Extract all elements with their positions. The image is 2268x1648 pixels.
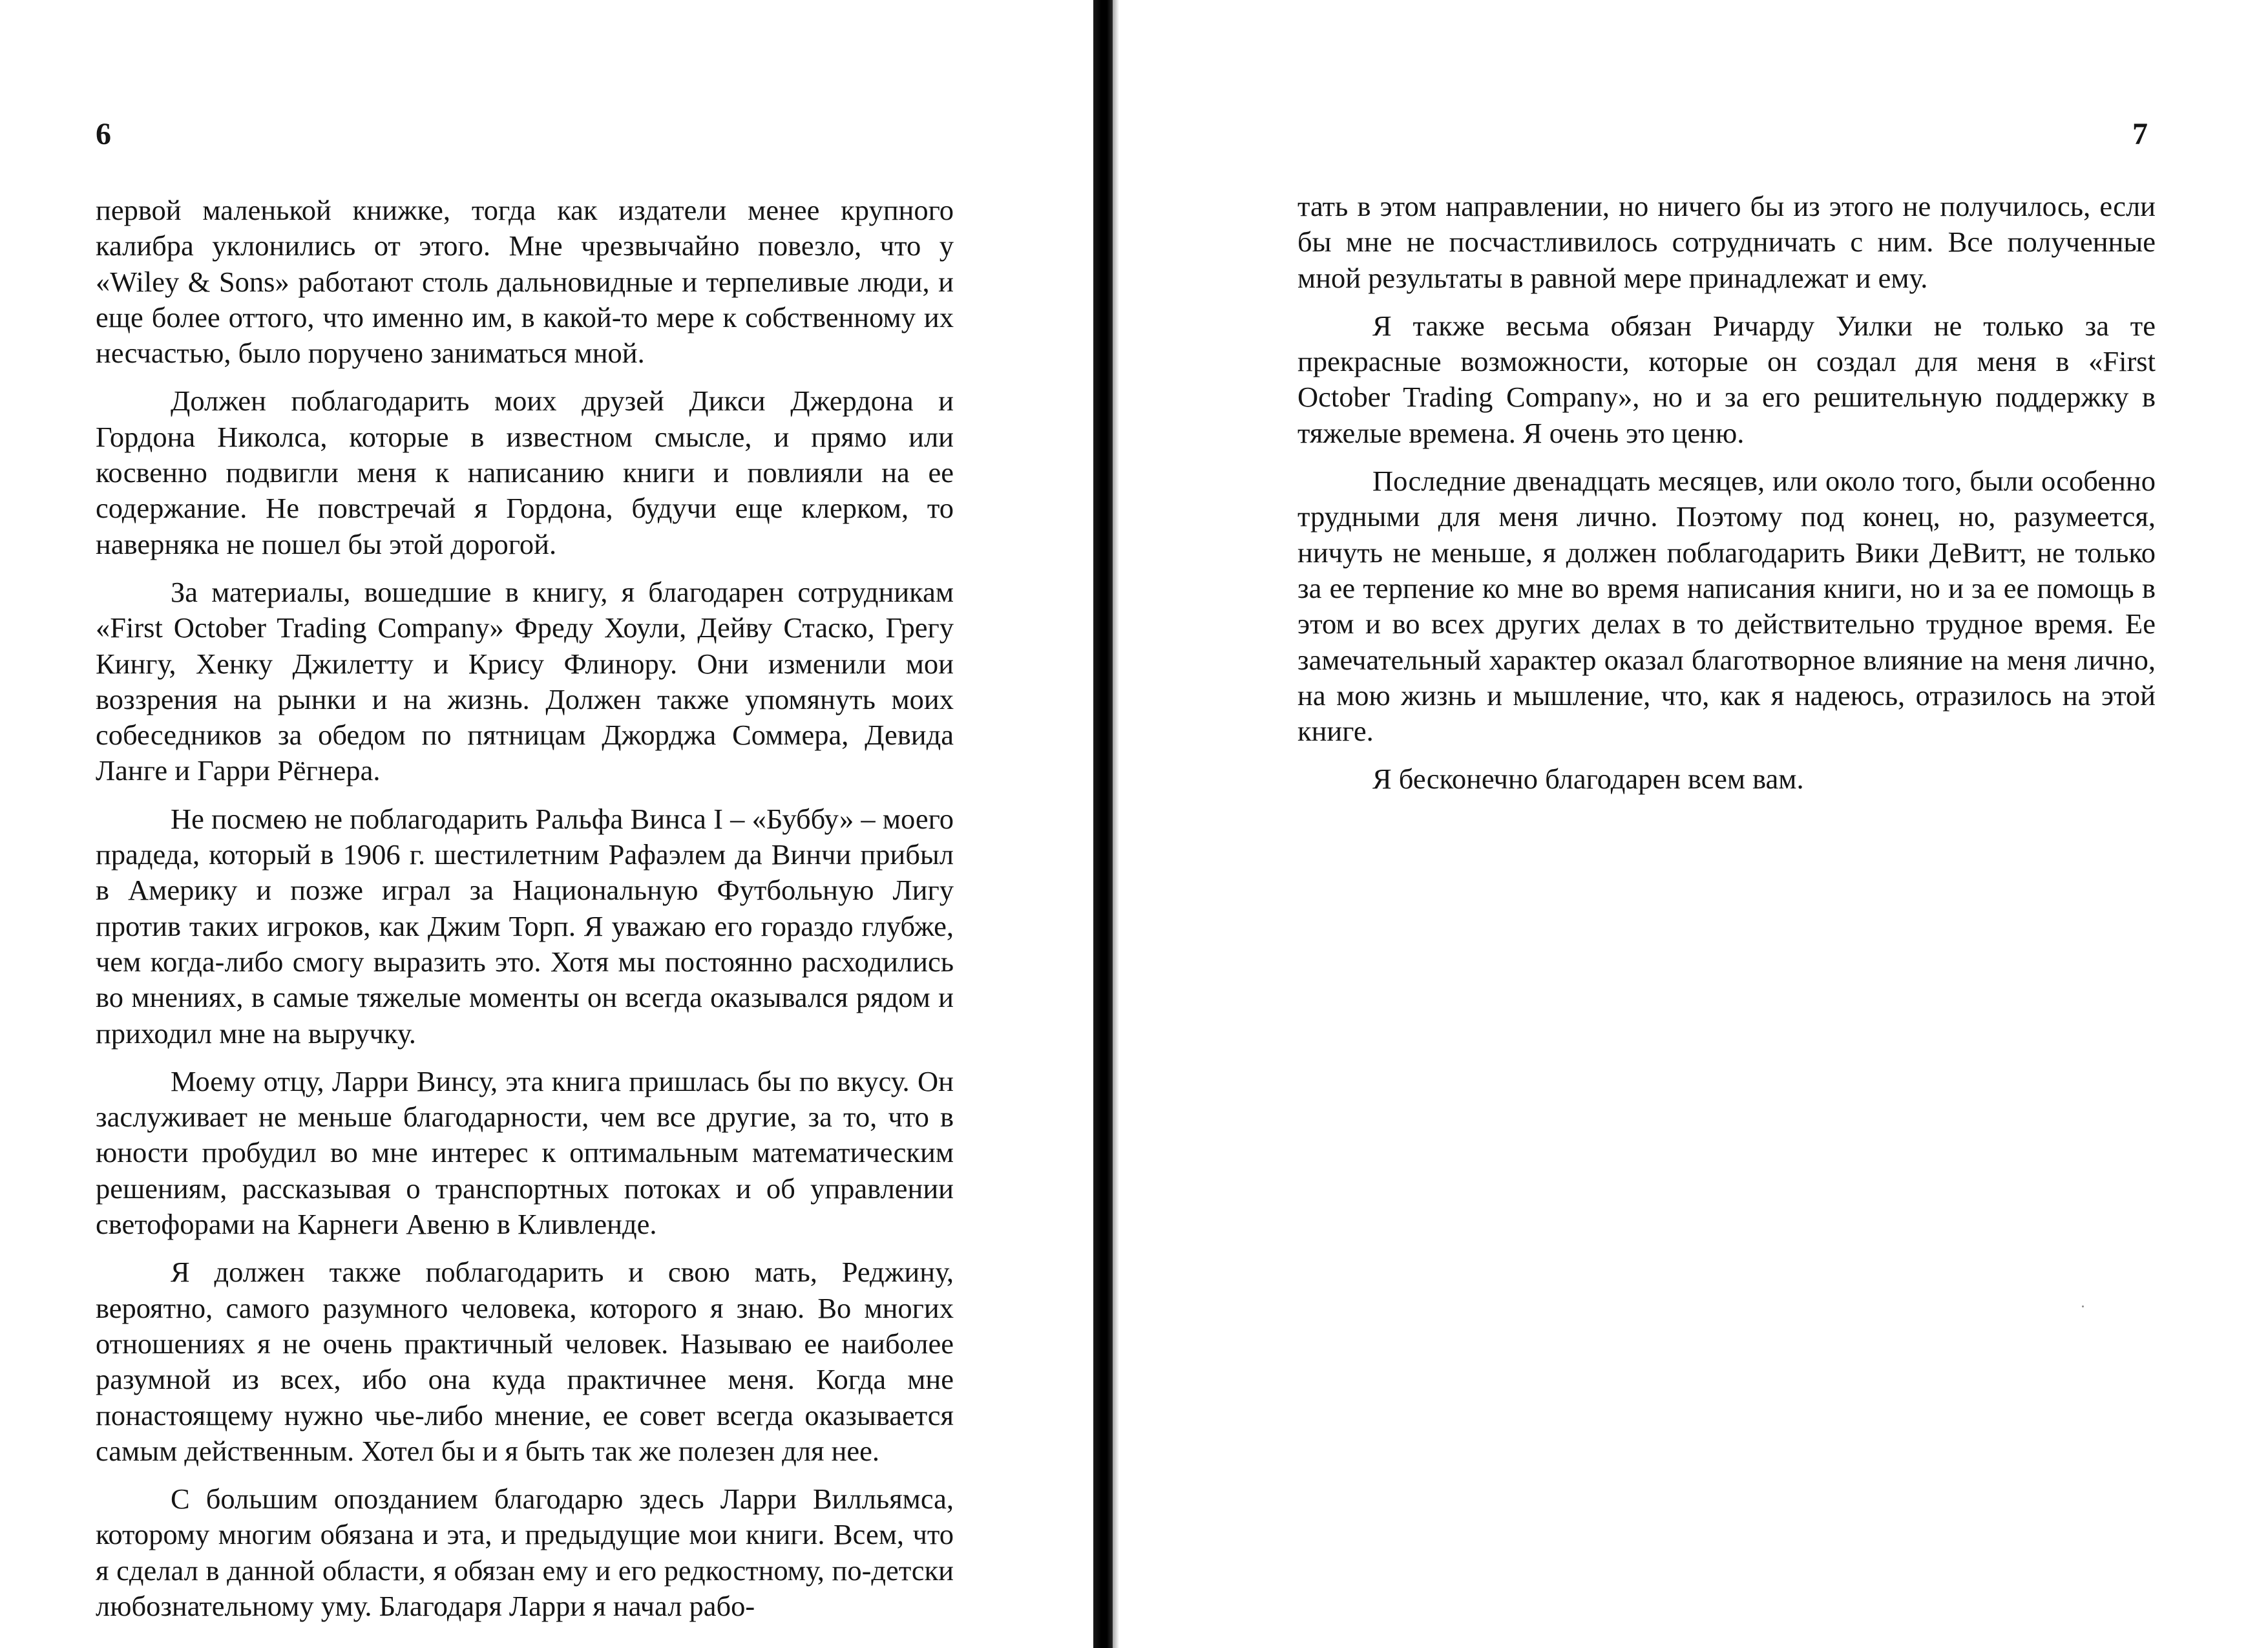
- paragraph: Я должен также поблагодарить и свою мать, Реджину, вероятно, самого разумного человека, которого я знаю. Во многих отношениях я не очень практичный человек. Называю ее наиболее разумной из всех, ибо она куда практичнее меня. Когда мне понастоящему нужно чье-либо мнение, ее совет всегда оказывается самым действенным. Хотел бы и я быть так же полезен для нее.: [96, 1256, 954, 1467]
- paragraph: Я бесконечно благодарен всем вам.: [1372, 763, 1804, 796]
- scan-speck: [2082, 1305, 2084, 1307]
- paragraph: Последние двенадцать месяцев, или около того, были особенно трудными для меня лично. Поэтому под конец, но, разумеется, ничуть не меньше, я должен поблагодарить Вики ДеВитт, не только за ее терпение ко мне во время написания книги, но и за ее помощь в этом и во всех других делах в то действительно трудное время. Ее замечательный характер оказал благотворное влияние на меня лично, на мою жизнь и мышление, что, как я надеюсь, отразилось на этой книге.: [1297, 465, 2156, 748]
- paragraph: С большим опозданием благодарю здесь Ларри Вилльямса, которому многим обязана и эта, и предыдущие мои книги. Всем, что я сделал в данной области, я обязан ему и его редкостному, по-детски любознательному уму. Благодаря Ларри я начал рабо-: [96, 1483, 954, 1622]
- page-number-right: 7: [2132, 117, 2148, 151]
- paragraph: За материалы, вошедшие в книгу, я благодарен сотрудникам «First October Trading Company» Фреду Хоули, Дейву Стаско, Грегу Кингу, Хенку Джилетту и Крису Флинору. Они изменили мои воззрения на рынки и на жизнь. Должен также упомянуть моих собеседников за обедом по пятницам Джорджа Соммера, Девида Ланге и Гарри Рёгнера.: [96, 575, 954, 787]
- paragraph: первой маленькой книжке, тогда как издатели менее крупного калибра уклонились от этого. Мне чрезвычайно повезло, что у «Wiley & Sons» работают столь дальновидные и терпеливые люди, и еще более оттого, что именно им, в какой-то мере к собственному их несчастью, было поручено заниматься мной.: [96, 194, 954, 370]
- book-gutter: [1093, 0, 1113, 1648]
- gutter-shadow: [1113, 0, 1119, 1648]
- left-page-text: [96, 193, 954, 1636]
- paragraph: Я также весьма обязан Ричарду Уилки не только за те прекрасные возможности, которые он создал для меня в «First October Trading Company», но и за его решительную поддержку в тяжелые времена. Я очень это ценю.: [1297, 309, 2156, 449]
- paragraph: Не посмею не поблагодарить Ральфа Винса I – «Буббу» – моего прадеда, который в 1906 г. шестилетним Рафаэлем да Винчи прибыл в Америку и позже играл за Национальную Футбольную Лигу против таких игроков, как Джим Торп. Я уважаю его гораздо глубже, чем когда-либо смогу выразить это. Хотя мы постоянно расходились во мнениях, в самые тяжелые моменты он всегда оказывался рядом и приходил мне на выручку.: [96, 802, 954, 1050]
- page-number-left: 6: [96, 117, 111, 151]
- paragraph: Должен поблагодарить моих друзей Дикси Джердона и Гордона Николса, которые в известном смысле, и прямо или косвенно подвигли меня к написанию книги и повлияли на ее содержание. Не повстречай я Гордона, будучи еще клерком, то наверняка не пошел бы этой дорогой.: [96, 385, 954, 560]
- paragraph: тать в этом направлении, но ничего бы из этого не получилось, если бы мне не посчастливилось сотрудничать с ним. Все полученные мной результаты в равной мере принадлежат и ему.: [1297, 190, 2156, 294]
- right-page-text: [1297, 189, 2156, 810]
- paragraph: Моему отцу, Ларри Винсу, эта книга пришлась бы по вкусу. Он заслуживает не меньше благодарности, чем все другие, за то, что в юности пробудил во мне интерес к оптимальным математическим решениям, рассказывая о транспортных потоках и об управлении светофорами на Карнеги Авеню в Кливленде.: [96, 1064, 954, 1241]
